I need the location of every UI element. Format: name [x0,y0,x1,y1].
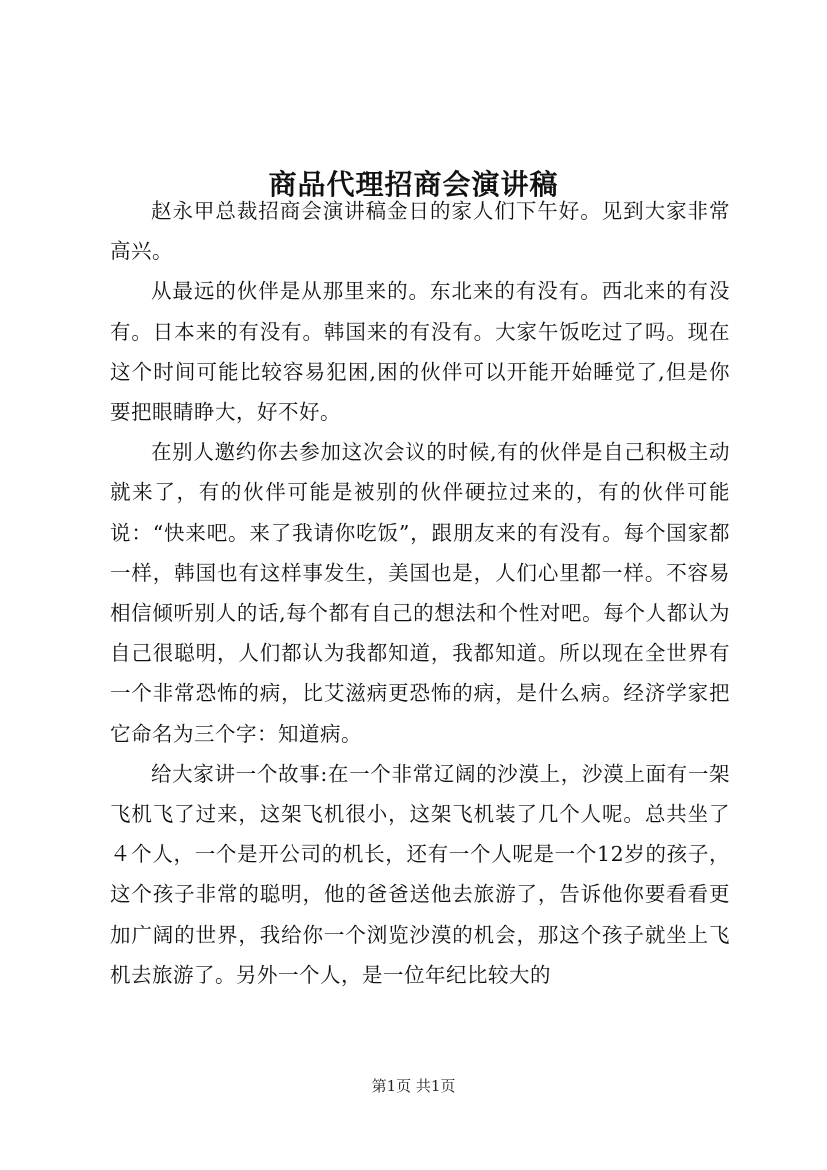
paragraph-knowing-disease: 在别人邀约你去参加这次会议的时候,有的伙伴是自己积极主动就来了，有的伙伴可能是被别的伙伴硬拉过来的，有的伙伴可能说：“快来吧。来了我请你吃饭”，跟朋友来的有没有。每个国家都一样，韩国也有这样事发生，美国也是，人们心里都一样。不容易相信倾听别人的话,每个都有自己的想法和个性对吧。每个人都认为自己很聪明，人们都认为我都知道，我都知道。所以现在全世界有一个非常恐怖的病，比艾滋病更恐怖的病，是什么病。经济学家把它命名为三个字：知道病。 [110,440,730,746]
document-title: 商品代理招商会演讲稿 [268,167,559,201]
document-body [110,191,730,995]
paragraph-greeting: 赵永甲总裁招商会演讲稿金日的家人们下午好。见到大家非常高兴。 [110,199,730,264]
page-number-footer: 第1页 共1页 [371,1077,456,1095]
paragraph-desert-story: 给大家讲一个故事:在一个非常辽阔的沙漠上，沙漠上面有一架飞机飞了过来，这架飞机很小，这架飞机装了几个人呢。总共坐了４个人，一个是开公司的机长，还有一个人呢是一个12岁的孩子，这个孩子非常的聪明，他的爸爸送他去旅游了，告诉他你要看看更加广阔的世界，我给你一个浏览沙漠的机会，那这个孩子就坐上飞机去旅游了。另外一个人，是一位年纪比较大的 [110,761,730,987]
paragraph-partners-origin: 从最远的伙伴是从那里来的。东北来的有没有。西北来的有没有。日本来的有没有。韩国来的有没有。大家午饭吃过了吗。现在这个时间可能比较容易犯困,困的伙伴可以开能开始睡觉了,但是你要把眼睛睁大，好不好。 [110,279,730,425]
